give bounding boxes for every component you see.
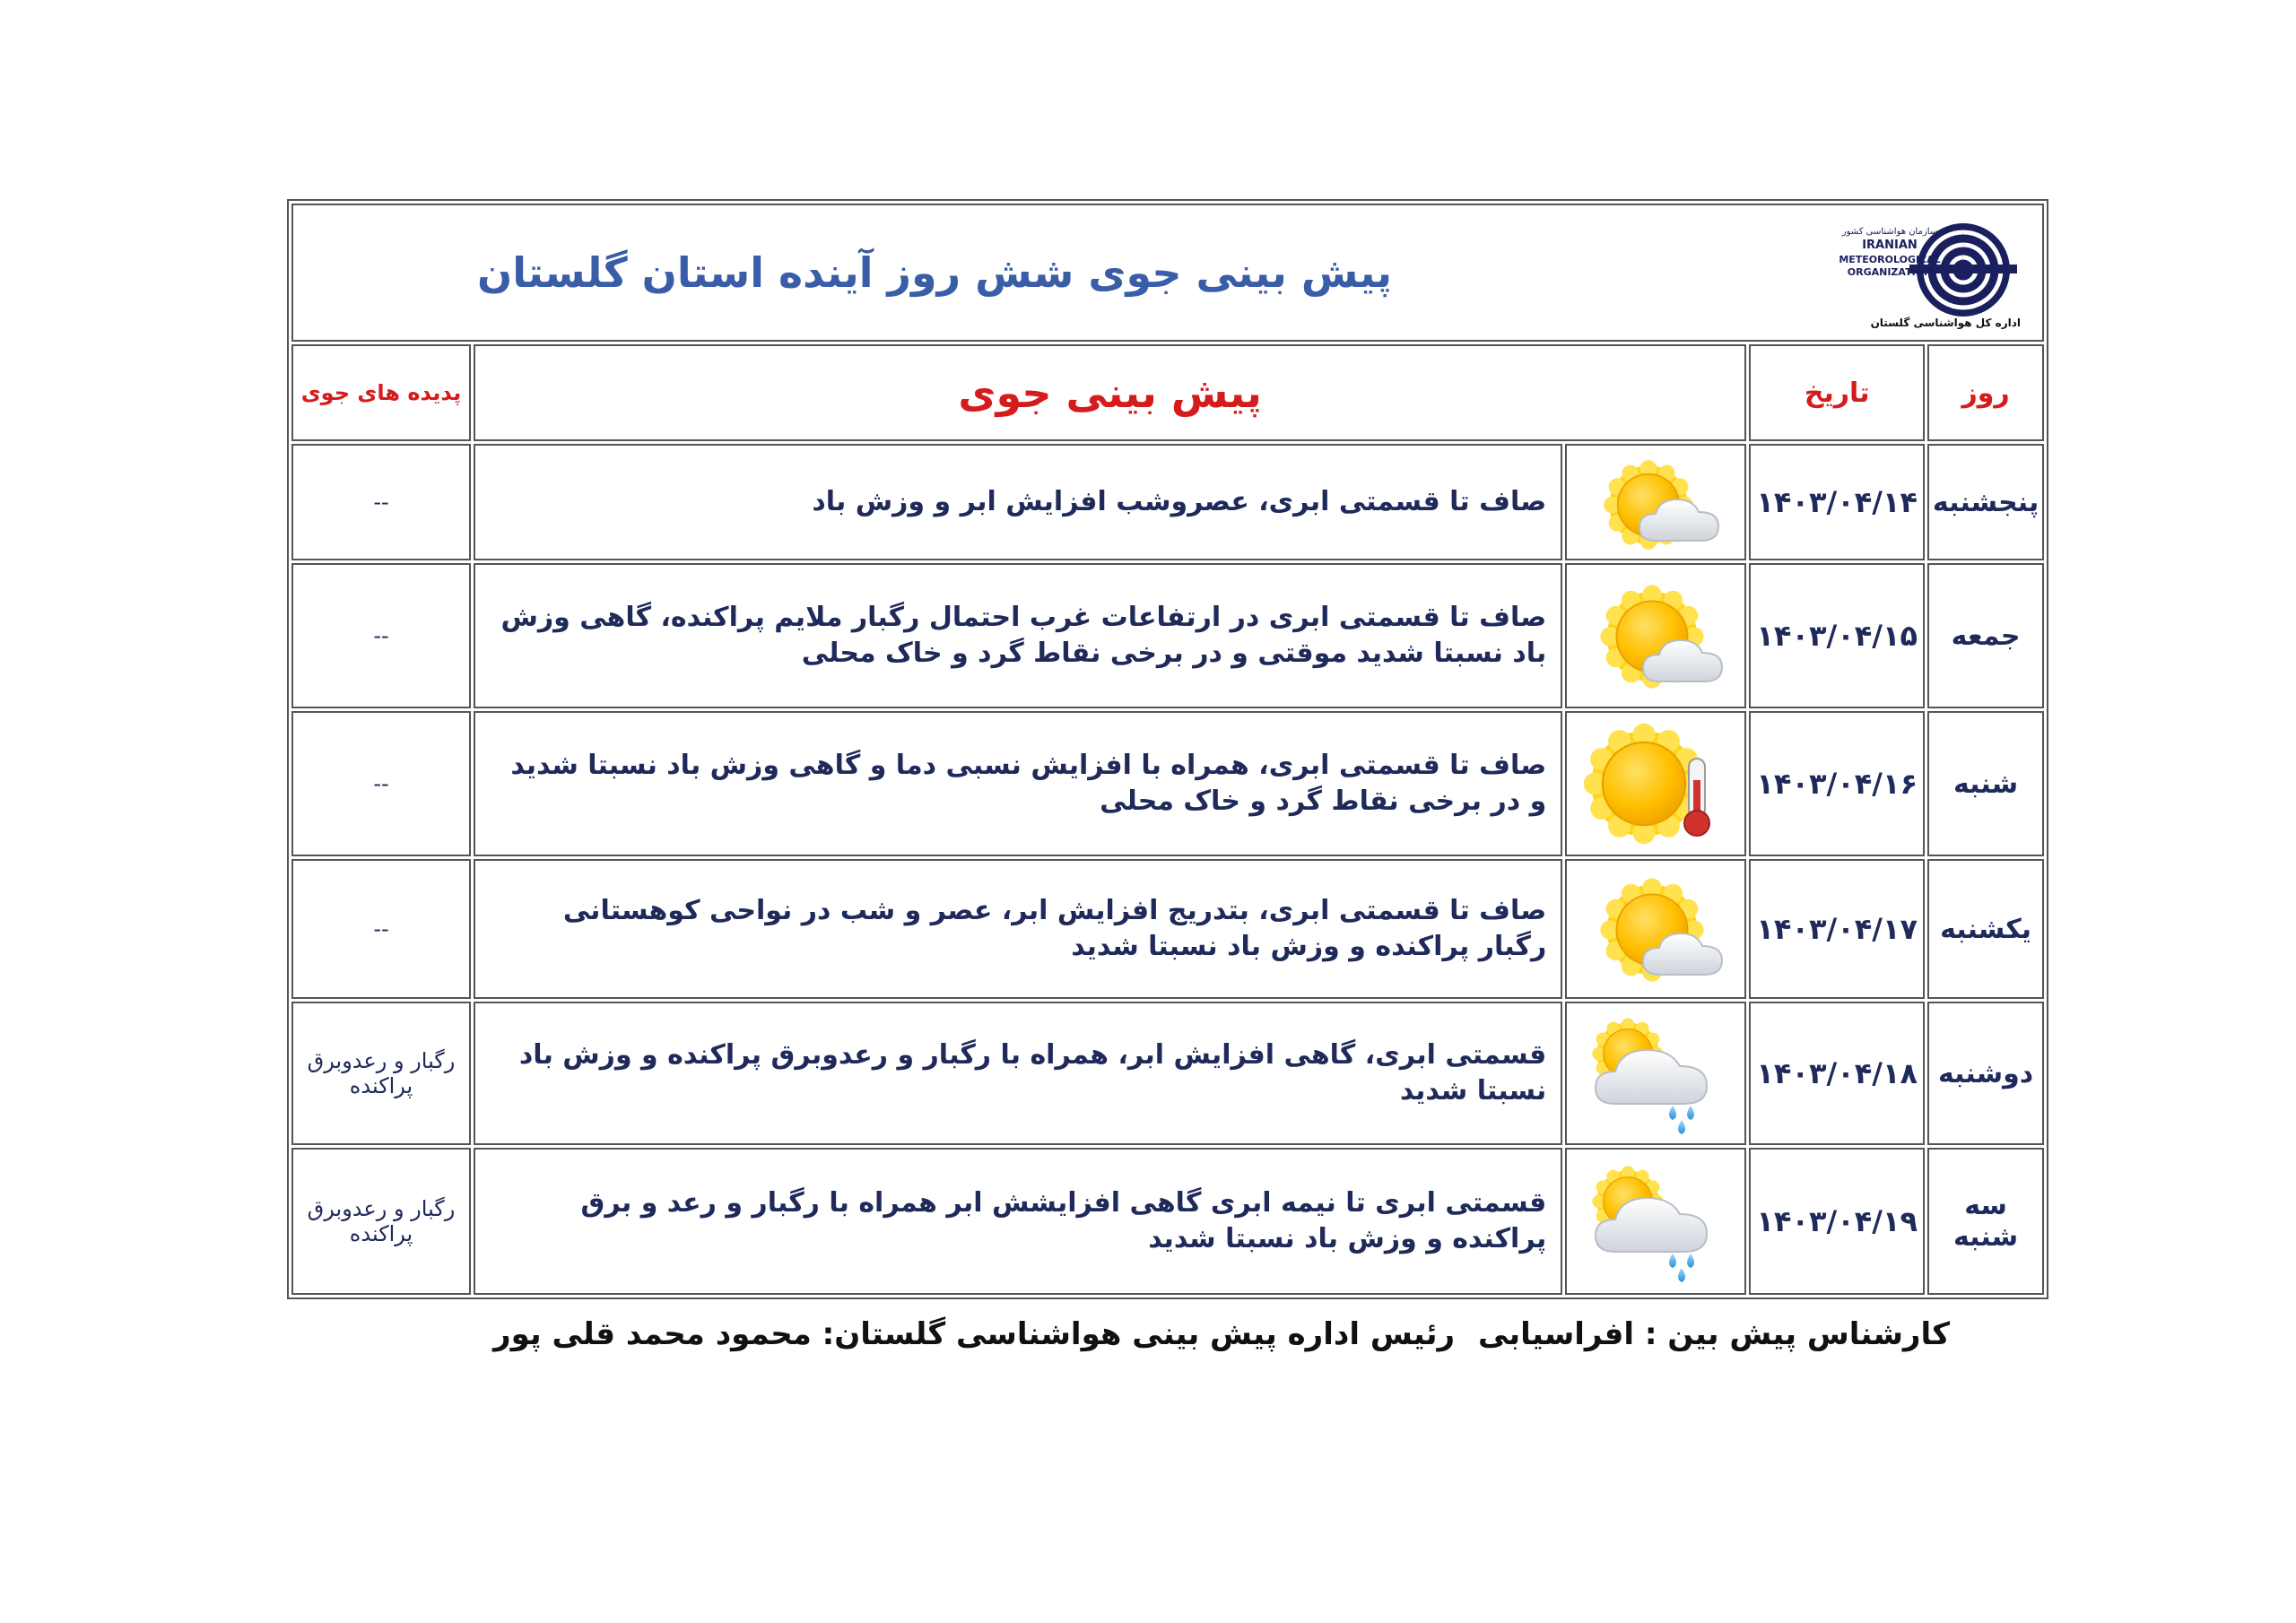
logo-text-organization: ORGANIZATION: [1847, 266, 1933, 278]
table-row: [291, 563, 2044, 708]
department-chief: رئیس اداره پیش بینی هواشناسی گلستان: محمود محمد قلی پور: [493, 1316, 1456, 1352]
forecast-expert: کارشناس پیش بین : افراسیابی: [1478, 1316, 1950, 1352]
table-row: [291, 859, 2044, 999]
column-header-date: تاریخ: [1749, 344, 1925, 441]
day-cell: یکشنبه: [1927, 859, 2044, 999]
title-cell: [291, 204, 2044, 342]
day-cell: شنبه: [1927, 711, 2044, 856]
column-header-day: روز: [1927, 344, 2044, 441]
forecast-text: صاف تا قسمتی ابری در ارتفاعات غرب احتمال رگبار ملایم پراکنده، گاهی وزش باد نسبتا شدید موقتی و در برخی نقاط گرد و خاک محلی: [474, 563, 1562, 708]
forecast-text: صاف تا قسمتی ابری، عصروشب افزایش ابر و وزش باد: [474, 444, 1562, 560]
phenomena-cell: رگبار و رعدوبرق پراکنده: [291, 1148, 471, 1295]
sun-cloud-icon: [1567, 871, 1744, 987]
date-cell: ۱۴۰۳/۰۴/۱۷: [1749, 859, 1925, 999]
date-cell: ۱۴۰۳/۰۴/۱۸: [1749, 1002, 1925, 1145]
page-title: پیش بینی جوی شش روز آینده استان گلستان: [476, 248, 1393, 297]
table-row: [291, 711, 2044, 856]
forecast-text: قسمتی ابری، گاهی افزایش ابر، همراه با رگبار و رعدوبرق پراکنده و وزش باد نسبتا شدید: [474, 1002, 1562, 1145]
forecast-table: [287, 199, 2048, 1299]
logo-text-meteorological: METEOROLOGICAL: [1839, 254, 1941, 265]
phenomena-cell: رگبار و رعدوبرق پراکنده: [291, 1002, 471, 1145]
phenomena-cell: --: [291, 563, 471, 708]
footer: [287, 1316, 2048, 1370]
sun-cloud-icon: [1567, 577, 1744, 694]
day-cell: دوشنبه: [1927, 1002, 2044, 1145]
date-cell: ۱۴۰۳/۰۴/۱۴: [1749, 444, 1925, 560]
phenomena-cell: --: [291, 444, 471, 560]
sun-cloud-rain-icon: [1567, 1011, 1744, 1136]
sun-cloud-icon: [1567, 453, 1744, 551]
table-row: [291, 444, 2044, 560]
date-cell: ۱۴۰۳/۰۴/۱۵: [1749, 563, 1925, 708]
forecast-text: صاف تا قسمتی ابری، بتدریج افزایش ابر، عصر و شب در نواحی کوهستانی رگبار پراکنده و وزش باد نسبتا شدید: [474, 859, 1562, 999]
logo-text-fa: سازمان هواشناسی کشور: [1841, 227, 1938, 237]
day-cell: پنجشنبه: [1927, 444, 2044, 560]
phenomena-cell: --: [291, 711, 471, 856]
sun-cloud-rain-icon: [1567, 1159, 1744, 1284]
date-cell: ۱۴۰۳/۰۴/۱۹: [1749, 1148, 1925, 1295]
day-cell: جمعه: [1927, 563, 2044, 708]
day-cell: سه شنبه: [1927, 1148, 2044, 1295]
forecast-text: قسمتی ابری تا نیمه ابری گاهی افزایشش ابر همراه با رگبار و رعد و برق پراکنده و وزش باد نسبتا شدید: [474, 1148, 1562, 1295]
sun-thermometer-icon: [1567, 721, 1744, 846]
table-row: [291, 1148, 2044, 1295]
phenomena-cell: --: [291, 859, 471, 999]
table-row: [291, 1002, 2044, 1145]
forecast-text: صاف تا قسمتی ابری، همراه با افزایش نسبی دما و گاهی وزش باد نسبتا شدید و در برخی نقاط گرد و خاک محلی: [474, 711, 1562, 856]
forecast-sheet: [287, 199, 2048, 1299]
column-header-forecast: پیش بینی جوی: [474, 344, 1746, 441]
column-header-phenomena: پدیده های جوی: [291, 344, 471, 441]
logo-caption: اداره کل هواشناسی گلستان: [1870, 317, 2021, 329]
logo-text-iranian: IRANIAN: [1862, 239, 1918, 252]
date-cell: ۱۴۰۳/۰۴/۱۶: [1749, 711, 1925, 856]
